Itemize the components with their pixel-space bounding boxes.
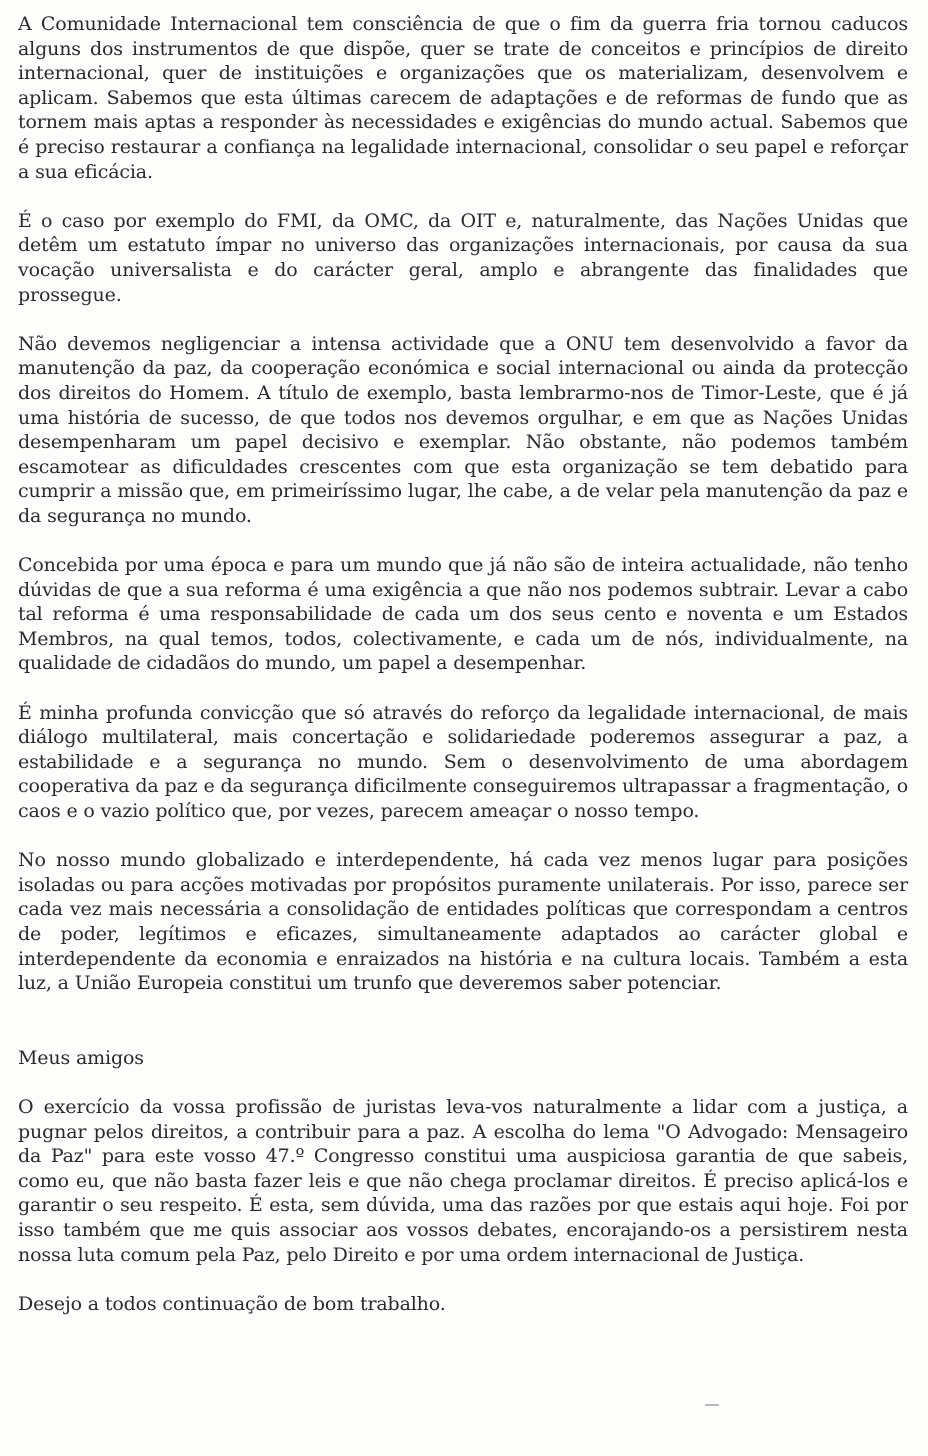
paragraph-onu-activity: Não devemos negligenciar a intensa actividade que a ONU tem desenvolvido a favor da manutenção da paz, da cooperação económica e social internacional ou ainda da protecção dos direitos do Homem. A título de exemplo, basta lembrarmo-nos de Timor-Leste, que é já uma história de sucesso, de que todos nos devemos orgulhar, e em que as Nações Unidas desempenharam um papel decisivo e exemplar. Não obstante, não podemos também escamotear as dificuldades crescentes com que esta organização se tem debatido para cumprir a missão que, em primeiríssimo lugar, lhe cabe, a de velar pela manutenção da paz e da segurança no mundo.	[18, 332, 908, 527]
paragraph-organizations: É o caso por exemplo do FMI, da OMC, da OIT e, naturalmente, das Nações Unidas que detêm um estatuto ímpar no universo das organizações internacionais, por causa da sua vocação universalista e do carácter geral, amplo e abrangente das finalidades que prossegue.	[18, 209, 908, 306]
paragraph-reform: Concebida por uma época e para um mundo que já não são de inteira actualidade, não tenho dúvidas de que a sua reforma é uma exigência a que não nos podemos subtrair. Levar a cabo tal reforma é uma responsabilidade de cada um dos seus cento e noventa e um Estados Membros, na qual temos, todos, colectivamente, e cada um de nós, individualmente, na qualidade de cidadãos do mundo, um papel a desempenhar.	[18, 554, 908, 675]
paragraph-legality: A Comunidade Internacional tem consciência de que o fim da guerra fria tornou caducos alguns dos instrumentos de que dispõe, quer se trate de conceitos e princípios de direito internacional, quer de instituições e organizações que os materializam, desenvolvem e aplicam. Sabemos que esta últimas carecem de adaptações e de reformas de fundo que as tornem mais aptas a responder às necessidades e exigências do mundo actual. Sabemos que é preciso restaurar a confiança na legalidade internacional, consolidar o seu papel e reforçar a sua eficácia.	[18, 13, 908, 183]
paragraph-congress: O exercício da vossa profissão de juristas leva-vos naturalmente a lidar com a justiça, a pugnar pelos direitos, a contribuir para a paz. A escolha do lema "O Advogado: Mensageiro da Paz" para este vosso 47.º Congresso constitui uma auspiciosa garantia de que sabeis, como eu, que não basta fazer leis e que não chega proclamar direitos. É preciso aplicá-los e garantir o seu respeito. É esta, sem dúvida, uma das razões por que estais aqui hoje. Foi por isso também que me quis associar aos vossos debates, encorajando-os a persistirem nesta nossa luta comum pela Paz, pelo Direito e por uma ordem internacional de Justiça.	[18, 1095, 908, 1266]
paragraph-globalized-world: No nosso mundo globalizado e interdependente, há cada vez menos lugar para posições isoladas ou para acções motivadas por propósitos puramente unilaterais. Por isso, parece ser cada vez mais necessária a consolidação de entidades políticas que correspondam a centros de poder, legítimos e eficazes, simultaneamente adaptados ao carácter global e interdependente da economia e enraizados na história e na cultura locais. Também a esta luz, a União Europeia constitui um trunfo que deveremos saber potenciar.	[18, 849, 908, 995]
document-body	[18, 12, 908, 1341]
salutation: Meus amigos	[18, 1046, 144, 1069]
scan-speck	[705, 1404, 719, 1406]
closing-line: Desejo a todos continuação de bom trabalho.	[18, 1292, 446, 1315]
paragraph-conviction: É minha profunda convicção que só através do reforço da legalidade internacional, de mais diálogo multilateral, mais concertação e solidariedade poderemos assegurar a paz, a estabilidade e a segurança no mundo. Sem o desenvolvimento de uma abordagem cooperativa da paz e da segurança dificilmente conseguiremos ultrapassar a fragmentação, o caos e o vazio político que, por vezes, parecem ameaçar o nosso tempo.	[18, 701, 908, 822]
